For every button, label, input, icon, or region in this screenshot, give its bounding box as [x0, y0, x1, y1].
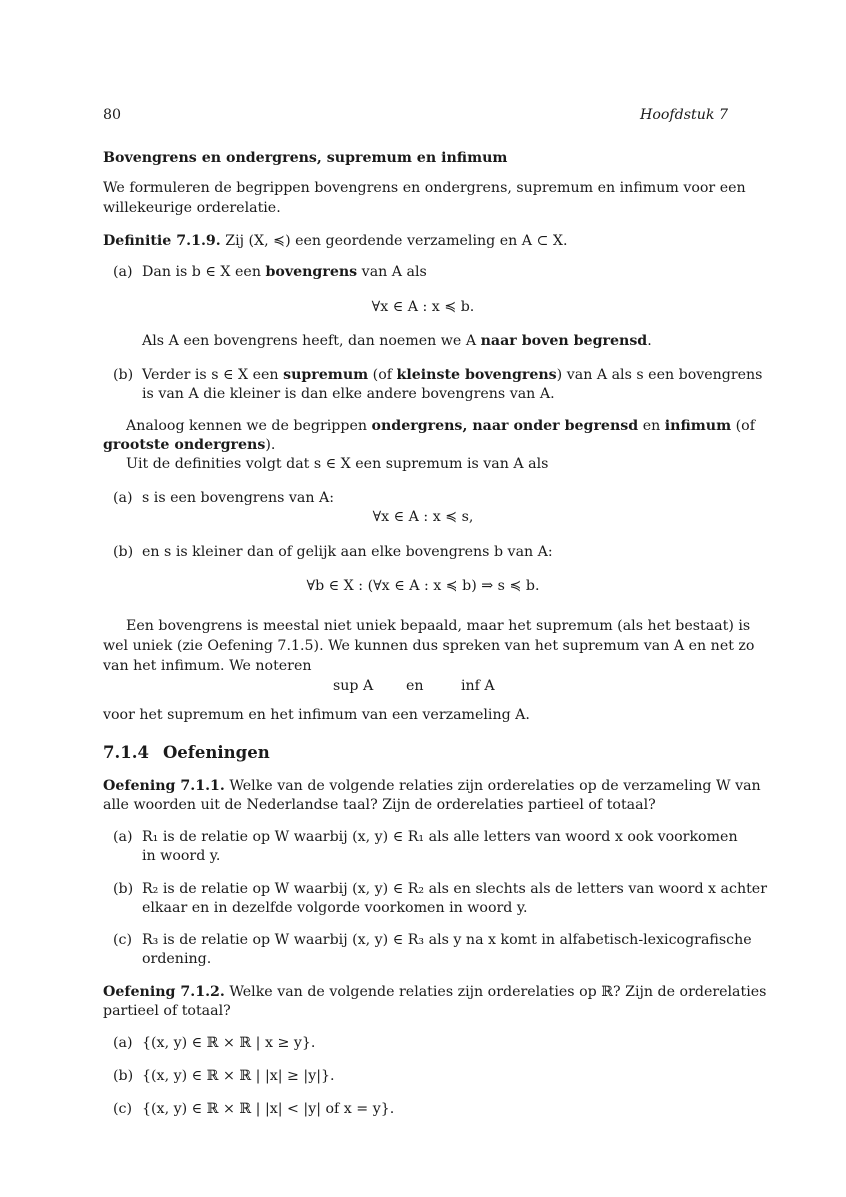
definition-7-1-9 — [103, 231, 568, 251]
term-bovengrens: bovengrens — [265, 264, 358, 280]
ex1-a-line-1: R₁ is de relatie op W waarbij (x, y) ∈ R₁ als alle letters van woord x ook voorkomen — [142, 829, 738, 845]
term-supremum: supremum — [283, 367, 369, 383]
ex2-a-text: {(x, y) ∈ ℝ × ℝ | x ≥ y}. — [142, 1035, 316, 1051]
analogous-of: (of — [731, 418, 755, 434]
term-naar-boven-begrensd: naar boven begrensd — [480, 333, 648, 349]
ex1-c-line-2: ordening. — [142, 951, 212, 967]
ex2-text-2: partieel of totaal? — [103, 1003, 231, 1019]
intro-line-2: willekeurige orderelatie. — [103, 200, 281, 216]
ex2-text-1: Welke van de volgende relaties zijn orderelaties op ℝ? Zijn de orderelaties — [229, 984, 767, 1000]
ex1-a-label: (a) — [113, 829, 133, 845]
def-item-b — [142, 365, 762, 385]
ex1-c-line-1: R₃ is de relatie op W waarbij (x, y) ∈ R₃ als y na x komt in alfabetisch-lexicografische — [142, 932, 752, 948]
subsection-title: Bovengrens en ondergrens, supremum en infimum — [103, 150, 508, 166]
notation-sup: sup A — [333, 678, 374, 694]
analogous-line-3: Uit de definities volgt dat s ∈ X een supremum is van A als — [126, 456, 549, 472]
exercise-7-1-2 — [103, 982, 766, 1002]
analogous-line-2 — [103, 435, 275, 455]
uniqueness-line-1: Een bovengrens is meestal niet uniek bepaald, maar het supremum (als het bestaat) is — [126, 618, 751, 634]
ex2-a-label: (a) — [113, 1035, 133, 1051]
uniqueness-line-2: wel uniek (zie Oefening 7.1.5). We kunnen dus spreken van het supremum van A en net zo — [103, 638, 755, 654]
def-item-b-label: (b) — [113, 367, 134, 383]
cond-a-label: (a) — [113, 490, 133, 506]
def-b-post: ) van A als s een bovengrens — [556, 367, 763, 383]
analogous-and: en — [638, 418, 665, 434]
term-infimum: infimum — [664, 418, 732, 434]
def-a-pre: Dan is b ∈ X een — [142, 264, 266, 280]
section-title: Oefeningen — [162, 743, 270, 762]
uniqueness-line-3: van het infimum. We noteren — [103, 658, 312, 674]
running-header: Hoofdstuk 7 — [639, 107, 728, 123]
cond-a-text: s is een bovengrens van A: — [142, 490, 335, 506]
cond-b-label: (b) — [113, 544, 134, 560]
analogous-pre: Analoog kennen we de begrippen — [126, 418, 372, 434]
def-item-a — [142, 262, 427, 282]
cond-a-formula: ∀x ∈ A : x ≼ s, — [372, 509, 474, 525]
def-b-line-2: is van A die kleiner is dan elke andere bovengrens van A. — [142, 386, 555, 402]
exercise-7-1-1 — [103, 776, 761, 796]
def-b-mid: (of — [368, 367, 397, 383]
term-ondergrens: ondergrens — [371, 418, 463, 434]
ex1-b-line-1: R₂ is de relatie op W waarbij (x, y) ∈ R₂ als en slechts als de letters van woord x achter — [142, 881, 767, 897]
ex2-b-label: (b) — [113, 1068, 134, 1084]
definition-label: Definitie 7.1.9. — [103, 233, 221, 249]
section-number: 7.1.4 — [103, 743, 149, 762]
cond-b-formula: ∀b ∈ X : (∀x ∈ A : x ≼ b) ⇒ s ≼ b. — [306, 578, 540, 594]
notation-inf: inf A — [461, 678, 495, 694]
ex1-a-line-2: in woord y. — [142, 848, 221, 864]
analogous-comma: , — [462, 418, 473, 434]
def-a-note — [142, 331, 652, 351]
term-kleinste-bovengrens: kleinste bovengrens — [396, 367, 557, 383]
ex2-c-label: (c) — [113, 1101, 133, 1117]
ex1-text-2: alle woorden uit de Nederlandse taal? Zijn de orderelaties partieel of totaal? — [103, 797, 656, 813]
def-a-note-pre: Als A een bovengrens heeft, dan noemen we A — [142, 333, 481, 349]
term-naar-onder-begrensd: naar onder begrensd — [472, 418, 639, 434]
definition-text: Zij (X, ≼) een geordende verzameling en A ⊂ X. — [225, 233, 568, 249]
def-item-a-label: (a) — [113, 264, 133, 280]
ex2-b-text: {(x, y) ∈ ℝ × ℝ | |x| ≥ |y|}. — [142, 1068, 335, 1084]
ex1-c-label: (c) — [113, 932, 133, 948]
ex1-label: Oefening 7.1.1. — [103, 778, 225, 794]
ex1-text-1: Welke van de volgende relaties zijn orderelaties op de verzameling W van — [229, 778, 761, 794]
notation-after: voor het supremum en het infimum van een verzameling A. — [103, 707, 530, 723]
section-heading — [103, 743, 270, 763]
ex2-label: Oefening 7.1.2. — [103, 984, 225, 1000]
def-a-note-post: . — [647, 333, 652, 349]
page-number: 80 — [103, 107, 122, 123]
ex1-b-label: (b) — [113, 881, 134, 897]
ex2-c-text: {(x, y) ∈ ℝ × ℝ | |x| < |y| of x = y}. — [142, 1101, 395, 1117]
analogous-line-1 — [126, 416, 755, 436]
intro-line-1: We formuleren de begrippen bovengrens en ondergrens, supremum en infimum voor een — [103, 180, 746, 196]
analogous-close: ). — [265, 437, 276, 453]
term-grootste-ondergrens: grootste ondergrens — [103, 437, 266, 453]
def-a-formula: ∀x ∈ A : x ≼ b. — [371, 299, 475, 315]
cond-b-text: en s is kleiner dan of gelijk aan elke bovengrens b van A: — [142, 544, 553, 560]
def-b-pre: Verder is s ∈ X een — [142, 367, 284, 383]
def-a-post: van A als — [357, 264, 427, 280]
ex1-b-line-2: elkaar en in dezelfde volgorde voorkomen in woord y. — [142, 900, 528, 916]
notation-en: en — [406, 678, 424, 694]
